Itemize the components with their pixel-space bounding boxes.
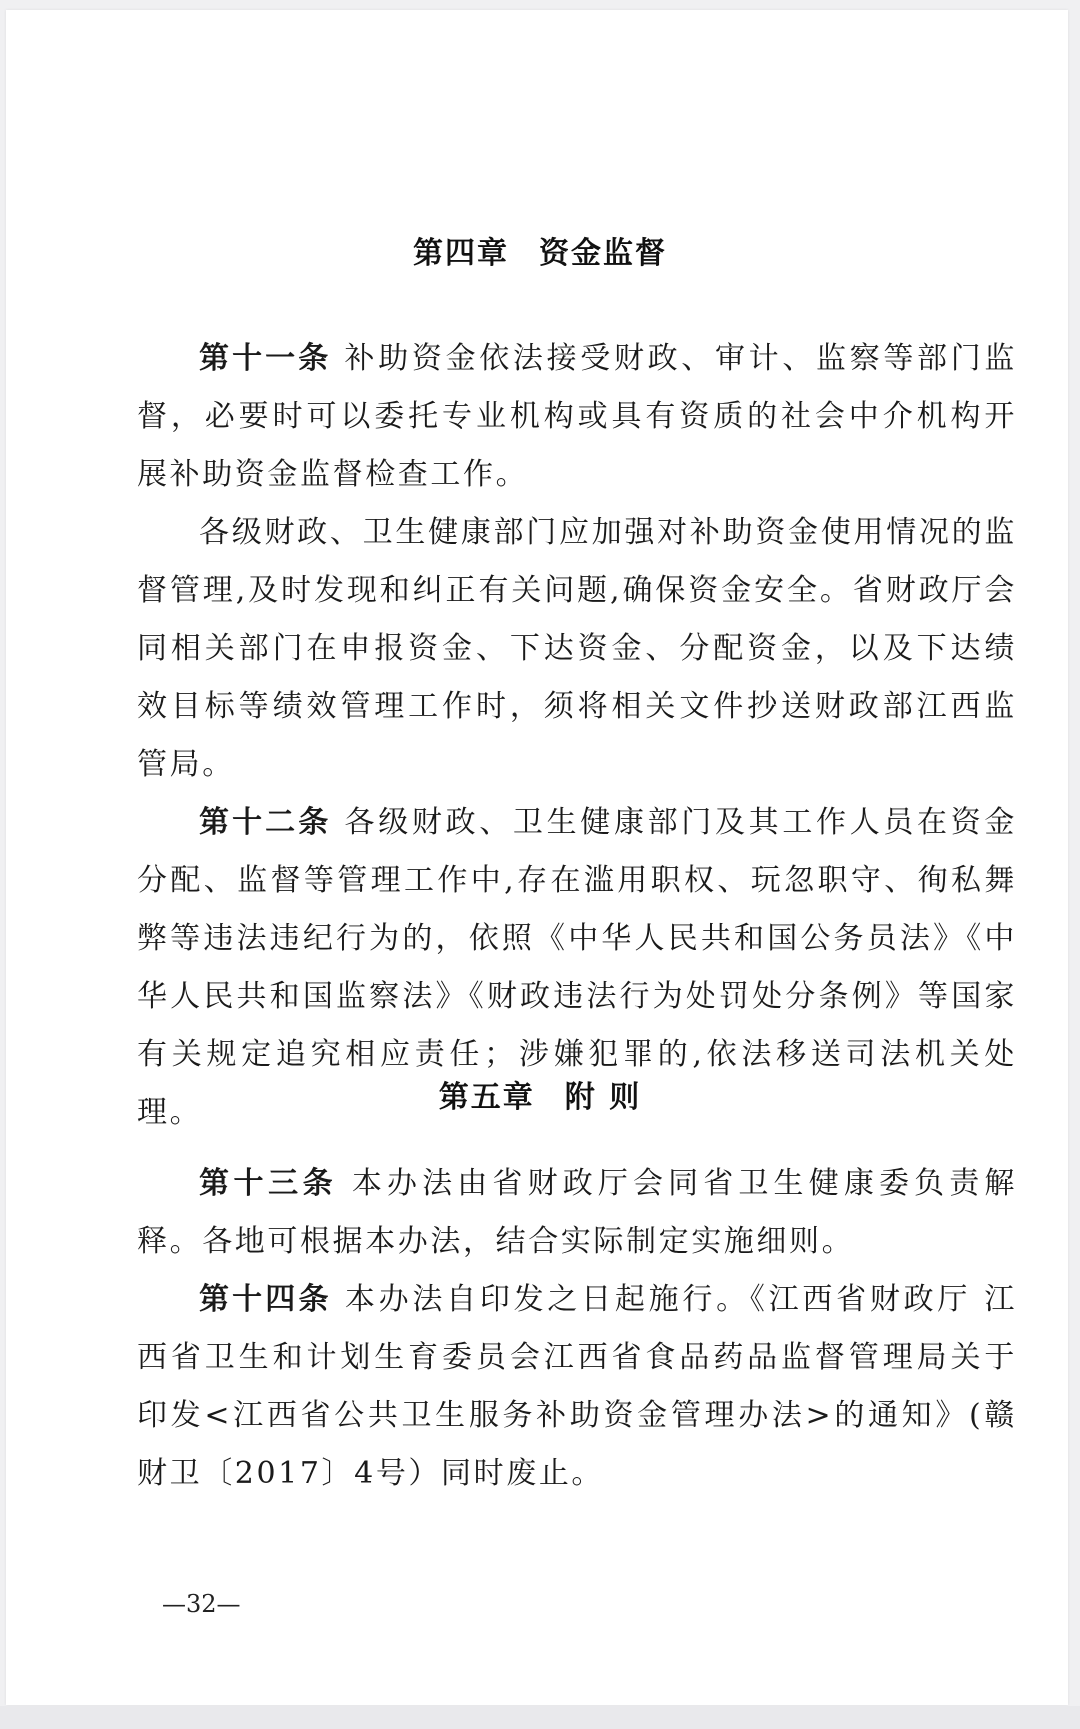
article-12-label: 第十二条 <box>199 805 332 840</box>
chapter-5-heading <box>0 1072 1080 1116</box>
article-11-text: 补助资金依法接受财政、审计、监察等部门监督，必要时可以委托专业机构或具有资质的社会中介机构开展补助资金监督检查工作。 <box>137 341 1018 492</box>
article-13-text: 本办法由省财政厅会同省卫生健康委负责解释。各地可根据本办法，结合实际制定实施细则。 <box>137 1166 1018 1259</box>
chapter-5-body <box>137 1155 1017 1503</box>
article-11-paragraph-2: 各级财政、卫生健康部门应加强对补助资金使用情况的监督管理,及时发现和纠正有关问题,确保资金安全。省财政厅会同相关部门在申报资金、下达资金、分配资金，以及下达绩效目标等绩效管理工作时，须将相关文件抄送财政部江西监管局。 <box>137 515 1017 782</box>
chapter-4-body <box>137 330 1017 1142</box>
bottom-strip <box>0 1706 1080 1729</box>
article-14-text: 本办法自印发之日起施行。《江西省财政厅 江西省卫生和计划生育委员会江西省食品药品监督管理局关于印发<江西省公共卫生服务补助资金管理办法>的通知》(赣财卫〔2017〕4号）同时废止。 <box>137 1282 1018 1491</box>
article-14-label: 第十四条 <box>199 1282 332 1317</box>
page-number: —32— <box>162 1590 241 1618</box>
article-12-text: 各级财政、卫生健康部门及其工作人员在资金分配、监督等管理工作中,存在滥用职权、玩忽职守、徇私舞弊等违法违纪行为的，依照《中华人民共和国公务员法》《中华人民共和国监察法》《财政违法行为处罚处分条例》等国家有关规定追究相应责任；涉嫌犯罪的,依法移送司法机关处理。 <box>137 805 1018 1130</box>
article-14 <box>137 1271 1017 1503</box>
article-13-label: 第十三条 <box>199 1166 338 1201</box>
article-11 <box>137 330 1017 504</box>
article-11-label: 第十一条 <box>199 341 332 376</box>
chapter-4-heading <box>0 228 1080 272</box>
chapter-5-title: 附 则 <box>564 1080 642 1115</box>
chapter-5-prefix: 第五章 <box>438 1080 535 1115</box>
chapter-4-title: 资金监督 <box>539 236 667 271</box>
article-13 <box>137 1155 1017 1271</box>
chapter-4-prefix: 第四章 <box>413 236 509 271</box>
